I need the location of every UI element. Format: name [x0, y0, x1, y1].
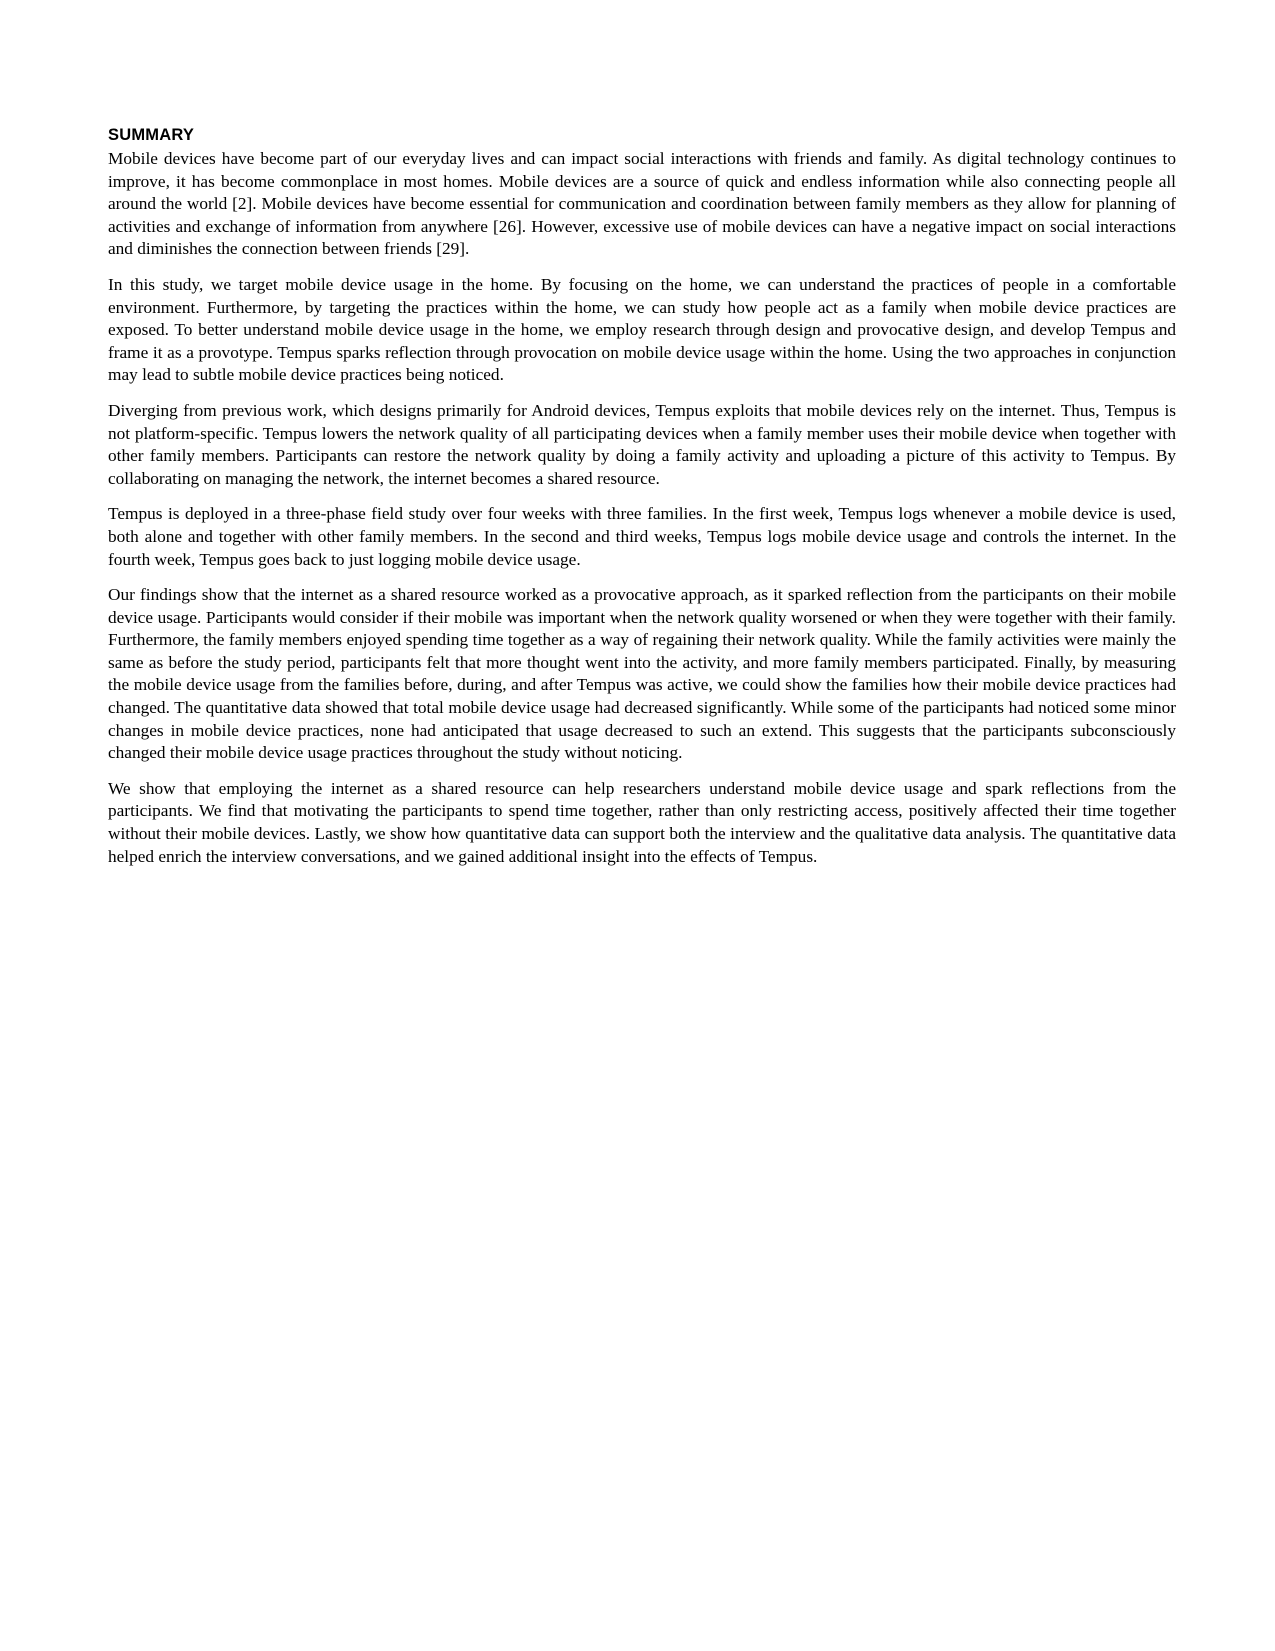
summary-paragraph-6: We show that employing the internet as a shared resource can help researchers understand mobile device usage and spark reflections from the participants. We find that motivating the participants to spend time together, rather than only restricting access, positively affected their time together without their mobile devices. Lastly, we show how quantitative data can support both the interview and the qualitative data analysis. The quantitative data helped enrich the interview conversations, and we gained additional insight into the effects of Tempus. [108, 778, 1176, 866]
summary-paragraph-3: Diverging from previous work, which designs primarily for Android devices, Tempus exploits that mobile devices rely on the internet. Thus, Tempus is not platform-specific. Tempus lowers the network quality of all participating devices when a family member uses their mobile device when together with other family members. Participants can restore the network quality by doing a family activity and uploading a picture of this activity to Tempus. By collaborating on managing the network, the internet becomes a shared resource. [108, 400, 1176, 488]
summary-heading: SUMMARY [108, 126, 195, 144]
summary-paragraph-5: Our findings show that the internet as a shared resource worked as a provocative approach, as it sparked reflection from the participants on their mobile device usage. Participants would consider if their mobile was important when the network quality worsened or when they were together with their family. Furthermore, the family members enjoyed spending time together as a way of regaining their network quality. While the family activities were mainly the same as before the study period, participants felt that more thought went into the activity, and more family members participated. Finally, by measuring the mobile device usage from the families before, during, and after Tempus was active, we could show the families how their mobile device practices had changed. The quantitative data showed that total mobile device usage had decreased significantly. While some of the participants had noticed some minor changes in mobile device practices, none had anticipated that usage decreased to such an extend. This suggests that the participants subconsciously changed their mobile device usage practices throughout the study without noticing. [108, 585, 1176, 763]
summary-paragraph-1: Mobile devices have become part of our everyday lives and can impact social interactions with friends and family. As digital technology continues to improve, it has become commonplace in most homes. Mobile devices are a source of quick and endless information while also connecting people all around the world [2]. Mobile devices have become essential for communication and coordination between family members as they allow for planning of activities and exchange of information from anywhere [26]. However, excessive use of mobile devices can have a negative impact on social interactions and diminishes the connection between friends [29]. [108, 149, 1176, 259]
summary-paragraph-4: Tempus is deployed in a three-phase field study over four weeks with three families. In the first week, Tempus logs whenever a mobile device is used, both alone and together with other family members. In the second and third weeks, Tempus logs mobile device usage and controls the internet. In the fourth week, Tempus goes back to just logging mobile device usage. [108, 504, 1176, 569]
summary-section [108, 125, 1176, 868]
summary-paragraph-2: In this study, we target mobile device usage in the home. By focusing on the home, we can understand the practices of people in a comfortable environment. Furthermore, by targeting the practices within the home, we can study how people act as a family when mobile device practices are exposed. To better understand mobile device usage in the home, we employ research through design and provocative design, and develop Tempus and frame it as a provotype. Tempus sparks reflection through provocation on mobile device usage within the home. Using the two approaches in conjunction may lead to subtle mobile device practices being noticed. [108, 274, 1176, 385]
